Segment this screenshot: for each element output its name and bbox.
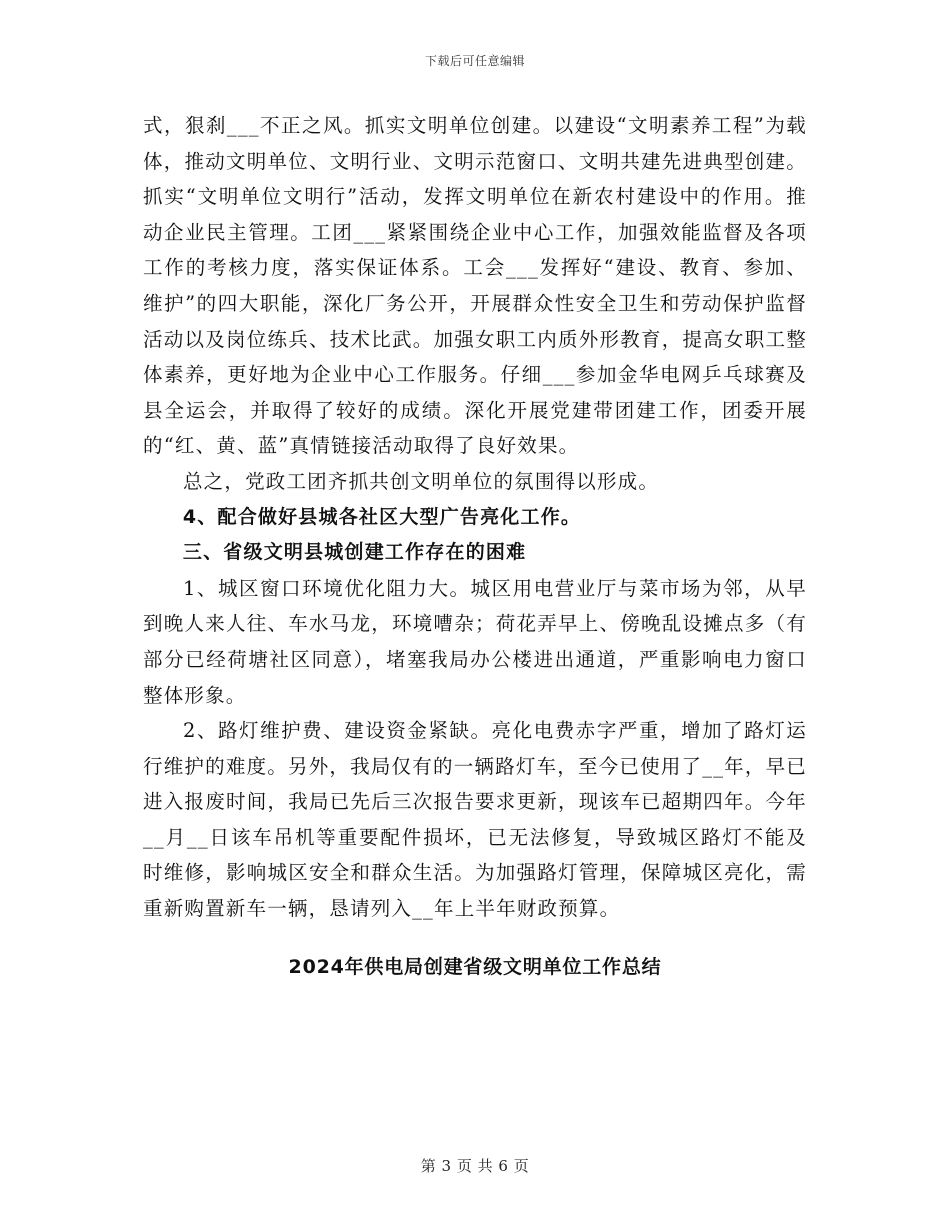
document-title: 2024年供电局创建省级文明单位工作总结 — [288, 955, 662, 978]
section-heading-difficulties: 三、省级文明县城创建工作存在的困难 — [182, 541, 527, 564]
paragraph-summary: 总之，党政工团齐抓共创文明单位的氛围得以形成。 — [182, 469, 660, 493]
paragraph-difficulty-2: 2、路灯维护费、建设资金紧缺。亮化电费赤字严重，增加了路灯运行维护的难度。另外，我局仅有的一辆路灯车，至今已使用了__年，早已进入报废时间，我局已先后三次报告要求更新，现该车已超期四年。今年__月__日该车吊机等重要配件损坏，已无法修复，导致城区路灯不能及时维修，影响城区安全和群众生活。为加强路灯管理，保障城区亮化，需重新购置新车一辆，恳请列入__年上半年财政预算。 — [143, 719, 807, 921]
page-header: 下载后可任意编辑 — [424, 54, 525, 68]
page-footer: 第 3 页 共 6 页 — [420, 1157, 530, 1175]
item-heading-4: 4、配合做好县城各社区大型广告亮化工作。 — [182, 505, 582, 528]
document-body — [143, 108, 807, 985]
paragraph-difficulty-1: 1、城区窗口环境优化阻力大。城区用电营业厅与菜市场为邻，从早到晚人来人往、车水马龙，环境嘈杂；荷花弄早上、傍晚乱设摊点多（有部分已经荷塘社区同意），堵塞我局办公楼进出通道，严重影响电力窗口整体形象。 — [143, 576, 807, 707]
paragraph-continuation: 式，狠刹___不正之风。抓实文明单位创建。以建设“文明素养工程”为载体，推动文明单位、文明行业、文明示范窗口、文明共建先进典型创建。抓实“文明单位文明行”活动，发挥文明单位在新农村建设中的作用。推动企业民主管理。工团___紧紧围绕企业中心工作，加强效能监督及各项工作的考核力度，落实保证体系。工会___发挥好“建设、教育、参加、维护”的四大职能，深化厂务公开，开展群众性安全卫生和劳动保护监督活动以及岗位练兵、技术比武。加强女职工内质外形教育，提高女职工整体素养，更好地为企业中心工作服务。仔细___参加金华电网乒乓球赛及县全运会，并取得了较好的成绩。深化开展党建带团建工作，团委开展的“红、黄、蓝”真情链接活动取得了良好效果。 — [143, 114, 807, 458]
